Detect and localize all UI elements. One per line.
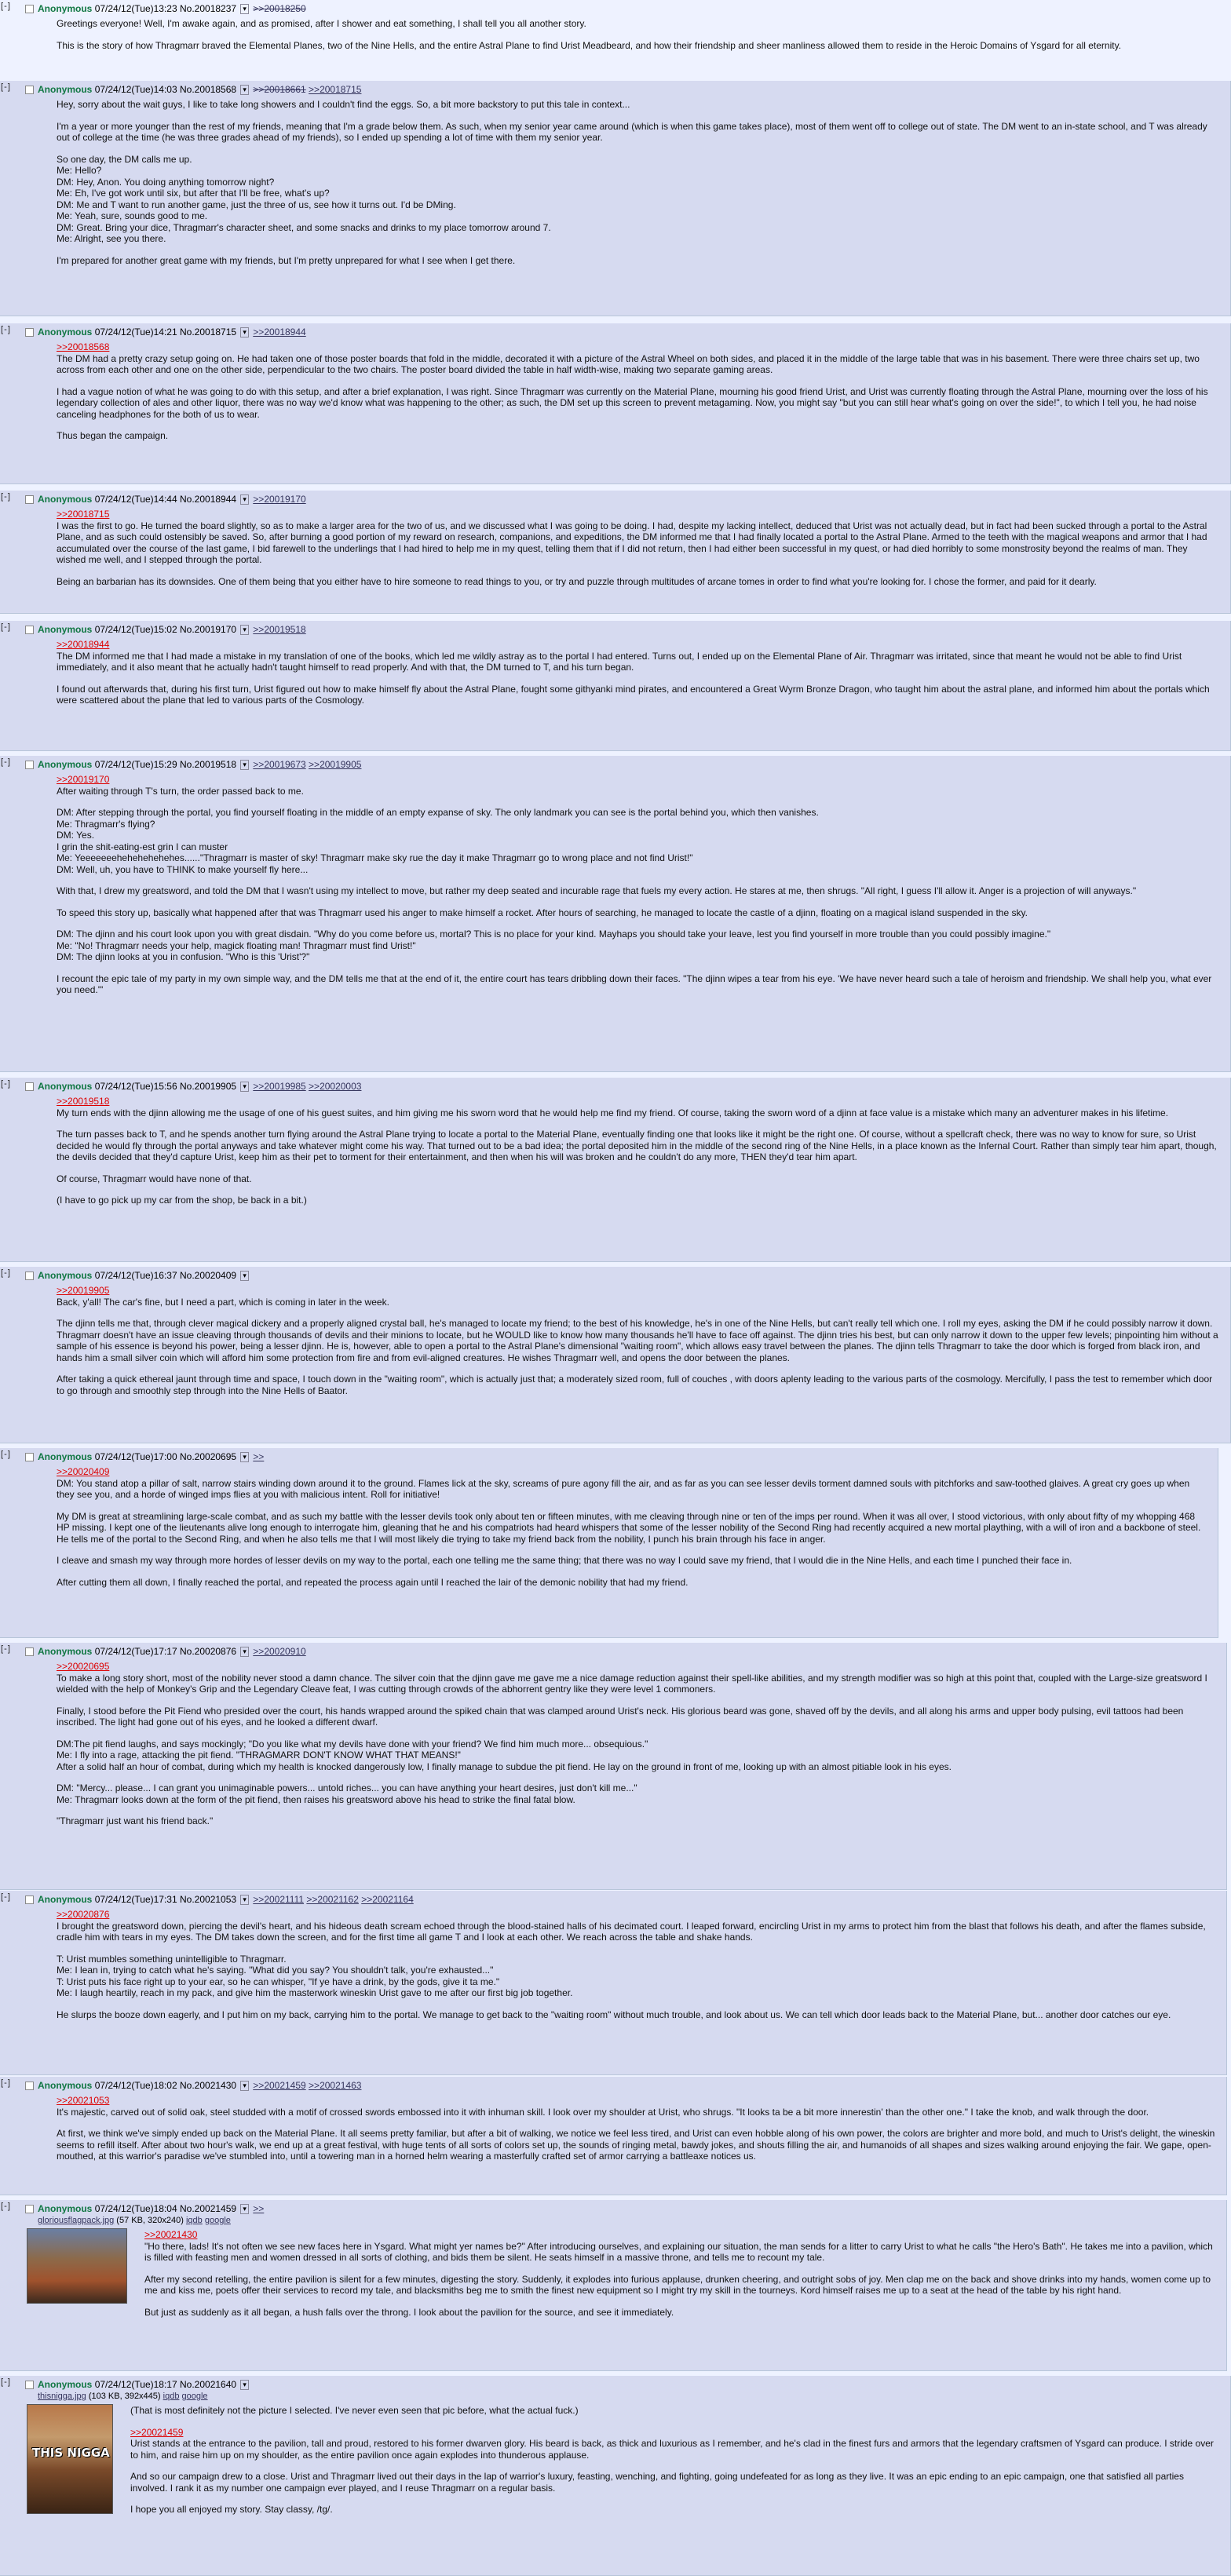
backlink[interactable]: >>20018944 [253,327,306,338]
post-number[interactable]: No.20021430 [180,2080,237,2091]
post-header [11,623,1219,636]
post-header [11,758,1219,771]
post-text: (I have to go pick up my car from the shop, be back in a bit.) [57,1195,307,1206]
paragraph-gap [57,1118,1219,1129]
paragraph-gap [130,2494,1219,2504]
post-datetime: 07/24/12(Tue)15:29 [94,759,177,770]
post-body [57,1096,1219,1206]
post-datetime: 07/24/12(Tue)14:03 [94,84,177,95]
post-text: The DM had a pretty crazy setup going on. He had taken one of those poster boards that fold in the middle, decorated it with a picture of the Astral Wheel on both sides, and placed it in the middle of the large table that was in his basement. There were three chairs set up, two across from each other and one on the other side, perpendicular to the two chairs. The poster board divided the table in half width-wise, making two separate gaming areas. [57,352,1200,375]
paragraph-gap [57,1184,1219,1195]
post-text: At first, we think we've simply ended up back on the Material Plane. It all seems pretty familiar, but after a bit of walking, we notice we feel less tired, and Urist can even hobble along of his own power, the colors are brighter and more bold, and much to Urist's delight, the wineskin seems to refill itself. After about two hour's walk, we end up at a great festival, with huge tents of all sorts of colors set up, the sounds of ringing metal, bawdy jokes, and shouts filling the air, and humanoids of all shapes and sizes walking around enjoying the fair. We gape, open-mouthed, at this warrior's paradise we've stumbled into, until a towering man in a horned helm wearing a masterfully crafted set of armor carrying a battleaxe notices us. [57,2128,1215,2162]
post-datetime: 07/24/12(Tue)17:00 [94,1451,177,1462]
post-checkbox[interactable] [25,2082,34,2090]
post-text: Of course, Thragmarr would have none of that. [57,1173,252,1184]
post-datetime: 07/24/12(Tue)17:17 [94,1646,177,1657]
post-text: Finally, I stood before the Pit Fiend who presided over the court, his hands wrapped around the spiked chain that was clamped around Urist's neck. His glorious beard was gone, shaved off by the devils, and all along his arms and upper body pulsing, evil tattoos had been inscribed. The light had gone out of his eyes, and he looked a different dwarf. [57,1705,1184,1728]
paragraph-gap [144,2297,1215,2307]
post-text: The DM informed me that I had made a mistake in my translation of one of the books, which led me wildly astray as to the portal I had entered. Turns out, I ended up on the Elemental Plane of Air. Thragmarr was irritated, since that meant he would not be able to find Urist immediately, and it also meant that he actually hadn't taught himself to read properly. And with that, the DM turned to T, and his turn began. [57,650,1182,673]
post-5 [0,621,1231,751]
backlink[interactable]: >>20019673 [253,759,306,770]
quote-link[interactable]: >>20020876 [57,1909,110,1920]
post-body [57,18,1220,51]
post-menu-icon[interactable]: ▾ [240,1082,249,1092]
file-search-link[interactable]: iqdb [185,2216,203,2225]
post-text: "Thragmarr just want his friend back." [57,1815,214,1826]
paragraph-gap [57,245,1219,255]
backlink[interactable]: >>20019905 [309,759,362,770]
post-header [11,2202,1215,2215]
post-checkbox[interactable] [25,626,34,634]
post-menu-icon[interactable]: ▾ [240,2380,249,2390]
post-number[interactable]: No.20020409 [180,1270,237,1281]
post-number[interactable]: No.20020876 [180,1646,237,1657]
file-size: (57 KB, 320x240) [116,2216,184,2225]
post-checkbox[interactable] [25,1896,34,1904]
post-text: It's majestic, carved out of solid oak, steel studded with a motif of crossed swords embossed into it with inhuman skill. I look over my shoulder at Urist, who shrugs. "It looks ta be a bit more innerestin' than the other one." I take the knob, and walk through the door. [57,2106,1149,2118]
collapse-toggle[interactable]: [ - ] [1,2377,9,2387]
post-text: Me: I laugh heartily, reach in my pack, and give him the masterwork wineskin Urist gave to me after our first big job together. [57,1987,573,1998]
paragraph-gap [57,797,1219,807]
poster-name: Anonymous [38,2080,93,2091]
post-text: After taking a quick ethereal jaunt through time and space, I touch down in the "waiting room", which is actually just that; a moderately sized room, full of couches , with doors aplenty leading to the various parts of the cosmology. Mercifully, I pass the test to remember which door to go through and smoothly step through into the Nine Hells of Baator. [57,1374,1213,1396]
file-info [38,2215,1215,2226]
paragraph-gap [57,875,1219,885]
post-7 [0,1078,1231,1262]
backlink[interactable]: >>20018250 [253,3,306,14]
collapse-toggle[interactable]: [ - ] [1,757,9,767]
quote-link[interactable]: >>20020409 [57,1466,110,1477]
collapse-toggle[interactable]: [ - ] [1,2202,9,2211]
post-checkbox[interactable] [25,761,34,769]
post-text: I grin the shit-eating-est grin I can muster [57,841,228,852]
paragraph-gap [57,144,1219,154]
file-search-link[interactable]: google [181,2392,208,2401]
poster-name: Anonymous [38,1646,93,1657]
backlink[interactable]: >>20018661 [253,84,306,95]
post-menu-icon[interactable]: ▾ [240,494,249,505]
post-text: Me: Thragmarr looks down at the form of the pit fiend, then raises his greatsword above his head to strike the final fatal blow. [57,1793,575,1805]
post-text: DM: After stepping through the portal, you find yourself floating in the middle of an empty expanse of sky. The only landmark you can see is the portal behind you, which then vanishes. [57,807,819,818]
post-text: Hey, sorry about the wait guys, I like to take long showers and I couldn't find the eggs. So, a bit more backstory to put this tale in context... [57,99,630,110]
quote-link[interactable]: >>20021053 [57,2095,110,2106]
paragraph-gap [57,918,1219,929]
post-11 [0,1891,1227,2075]
collapse-toggle[interactable]: [ - ] [1,2078,9,2088]
paragraph-gap [57,1363,1219,1374]
backlink[interactable]: >>20021459 [253,2080,306,2091]
post-number[interactable]: No.20019518 [180,759,237,770]
post-datetime: 07/24/12(Tue)13:23 [94,3,177,14]
post-checkbox[interactable] [25,2381,34,2389]
post-text: Me: Yeah, sure, sounds good to me. [57,210,208,221]
post-checkbox[interactable] [25,328,34,337]
post-text: I was the first to go. He turned the board slightly, so as to make a larger area for the two of us, and we discussed what I was going to be doing. I had, despite my lacking intellect, deduced that Urist was not actually dead, but in fact had been sucked through a portal to the Astral Plane, and as such could ostensibly be saved. So, after burning a good portion of my reward on research, companions, and expeditions, the DM informed me that I had finally located a portal to the Astral Plane. Armed to the teeth with the magical weapons and armor that I had accumulated over the course of the last game, I bid farewell to the underlings that I had hired to help me in my quest, telling them that if I did not return, then I had either been successful in my quest, or had died horribly to some monstrosity beyond the realms of man. They wished me well, and I stepped through the portal. [57,520,1207,565]
post-body [57,639,1219,706]
paragraph-gap [57,963,1219,973]
post-text: Being an barbarian has its downsides. One of them being that you either have to hire someone to read things to you, or try and puzzle through multitudes of arcane tomes in order to find what you're looking for. I chose the former, and paid for it dearly. [57,575,1097,587]
post-body [130,2405,1219,2516]
post-1 [0,0,1231,75]
post-header [11,1450,1207,1463]
post-text: But just as suddenly as it all began, a hush falls over the throng. I look about the pavilion for the source, and see it immediately. [144,2306,674,2318]
post-4 [0,491,1231,614]
post-text: DM: Me and T want to run another game, just the three of us, see how it turns out. I'd be DMing. [57,199,456,210]
paragraph-gap [144,2264,1215,2274]
post-number[interactable]: No.20019170 [180,624,237,635]
post-text: And so our campaign drew to a close. Urist and Thragmarr lived out their days in the lap of warrior's luxury, feasting, wenching, and fighting, going undefeated for as long as they live. It was an epic ending to an epic campaign, one that satisfied all parties involved. I rank it as my number one campaign ever played, and I reuse Thragmarr on a regular basis. [130,2471,1184,2494]
post-menu-icon[interactable]: ▾ [240,85,249,95]
post-2 [0,81,1231,316]
post-checkbox[interactable] [25,2205,34,2213]
post-text: Me: Alright, see you there. [57,233,166,244]
post-datetime: 07/24/12(Tue)17:31 [94,1894,177,1905]
paragraph-gap [57,376,1219,386]
post-datetime: 07/24/12(Tue)18:17 [94,2379,177,2390]
post-header [11,83,1219,96]
post-header [11,1269,1219,1282]
post-text: I'm a year or more younger than the rest of my friends, meaning that I'm a grade below them. As such, when my senior year came around (which is when this game takes place), most of them went off to college out of state. The DM went to an in-state school, and T was already out of college at the time (he was three grades ahead of my friends), so I ended up spending a lot of time with them my senior year. [57,120,1207,143]
post-text: "Ho there, lads! It's not often we see new faces here in Ysgard. What might yer names be?" After introducing ourselves, and explaining our situation, the man sends for a litter to carry Urist to what he calls "the Hero's Bath". He takes me into a pavilion, which is filled with feasting men and women dressed in all sorts of clothing, and bids them be silent. He seats himself in a massive throne, and tells me to recount my tale. [144,2240,1213,2263]
file-search-link[interactable]: google [204,2216,231,2225]
collapse-toggle[interactable]: [ - ] [1,1268,9,1278]
post-number[interactable]: No.20021459 [180,2203,237,2214]
post-body [57,774,1219,996]
post-header [11,493,1219,505]
backlink[interactable]: >> [253,1451,265,1462]
post-menu-icon[interactable]: ▾ [240,1452,249,1462]
post-number[interactable]: No.20021640 [180,2379,237,2390]
post-checkbox[interactable] [25,1082,34,1091]
post-body [57,1466,1207,1588]
post-12 [0,2077,1227,2195]
post-text: T: Urist mumbles something unintelligible to Thragmarr. [57,1953,287,1965]
post-checkbox[interactable] [25,1272,34,1280]
collapse-toggle[interactable]: [ - ] [1,1644,9,1654]
post-text: (That is most definitely not the picture I selected. I've never even seen that pic before, what the actual fuck.) [130,2405,579,2416]
paragraph-gap [130,2417,1219,2427]
backlink[interactable]: >>20020003 [309,1081,362,1092]
post-menu-icon[interactable]: ▾ [240,1895,249,1905]
post-9 [0,1448,1218,1638]
post-checkbox[interactable] [25,1453,34,1461]
post-menu-icon[interactable]: ▾ [240,2081,249,2091]
post-text: I hope you all enjoyed my story. Stay classy, /tg/. [130,2504,333,2515]
post-number[interactable]: No.20018715 [180,327,237,338]
paragraph-gap [57,2118,1215,2128]
post-body [57,1285,1219,1396]
post-8 [0,1267,1231,1443]
post-header [11,2378,1219,2391]
backlink[interactable]: >>20018715 [309,84,362,95]
post-text: He slurps the booze down eagerly, and I put him on my back, carrying him to the portal. We manage to get back to the "waiting room" without much trouble, and look about us. We can tell which door leads back to the Material Plane, but... another door catches our eye. [57,2009,1171,2020]
post-datetime: 07/24/12(Tue)15:02 [94,624,177,635]
post-body [57,2095,1215,2162]
post-text: Me: Yeeeeeeehehehehehehes......"Thragmarr is master of sky! Thragmarr make sky rue the day it make Thragmarr go to wrong place and not find Urist!" [57,852,693,863]
post-datetime: 07/24/12(Tue)18:02 [94,2080,177,2091]
post-body [57,1909,1215,2020]
post-text: I'm prepared for another great game with my friends, but I'm pretty unprepared for what I see when I get there. [57,254,516,266]
file-size: (103 KB, 392x445) [88,2392,161,2401]
post-text: DM: "Mercy... please... I can grant you unimaginable powers... untold riches... you can have anything your heart desires, just don't kill me..." [57,1782,637,1793]
post-datetime: 07/24/12(Tue)16:37 [94,1270,177,1281]
quote-link[interactable]: >>20021459 [130,2426,184,2438]
file-name-link[interactable]: thisnigga.jpg [38,2392,86,2401]
post-text: Me: "No! Thragmarr needs your help, magick floating man! Thragmarr must find Urist!" [57,940,416,951]
post-14 [0,2376,1231,2576]
image-caption-text: THIS NIGGA [32,2446,110,2460]
poster-name: Anonymous [38,1081,93,1092]
post-text: To make a long story short, most of the nobility never stood a damn chance. The silver coin that the djinn gave me gave me a nice damage reduction against their spell-like abilities, and my strength modifier was so high at this point that, coupled with the Large-size greatsword I wielded with the help of Monkey's Grip and the Legendary Cleave feat, I was cutting through crowds of the abhorrent gentry like they were level 1 commoners. [57,1672,1207,1695]
post-datetime: 07/24/12(Tue)14:44 [94,494,177,505]
post-text: DM: You stand atop a pillar of salt, narrow stairs winding down around it to the ground. Flames lick at the sky, screams of pure agony fill the air, and as far as you can see lesser devils torment damned souls with pitchforks and saw-toothed glaives. A great cry goes up when they see you, and a horde of winged imps flies at you with malicious intent. Roll for initiative! [57,1477,1190,1500]
post-number[interactable]: No.20018237 [180,3,237,14]
poster-name: Anonymous [38,2203,93,2214]
paragraph-gap [57,1308,1219,1318]
quote-link[interactable]: >>20018568 [57,341,110,352]
backlink[interactable]: >>20020910 [253,1646,306,1657]
post-text: This is the story of how Thragmarr braved the Elemental Planes, two of the Nine Hells, and the entire Astral Plane to find Urist Meadbeard, and how their friendship and sheer manliness allowed them to reside in the Heroic Domains of Ysgard for all eternity. [57,39,1122,51]
post-body [57,99,1219,266]
post-header [11,2079,1215,2092]
quote-link[interactable]: >>20019170 [57,774,110,785]
paragraph-gap [57,111,1219,121]
post-text: Me: Eh, I've got work until six, but after that I'll be free, what's up? [57,188,330,199]
post-datetime: 07/24/12(Tue)18:04 [94,2203,177,2214]
quote-link[interactable]: >>20020695 [57,1661,110,1672]
quote-link[interactable]: >>20021430 [144,2229,198,2240]
post-menu-icon[interactable]: ▾ [240,4,249,14]
post-text: DM: The djinn and his court look upon you with great disdain. "Why do you come before us, mortal? This is no place for your kind. Mayhaps you should take your leave, lest you find yourself in more trouble than you could possibly imagine." [57,929,1051,940]
paragraph-gap [57,566,1219,576]
collapse-toggle[interactable]: [ - ] [1,82,9,92]
collapse-toggle[interactable]: [ - ] [1,1079,9,1089]
post-text: The djinn tells me that, through clever magical dickery and a properly aligned crystal ball, he's managed to locate my friend; to the best of his knowledge, he's in one of the Nine Hells, but can't really tell which one. I roll my eyes, asking the DM if he could possibly narrow it down. Thragmarr doesn't have an issue cleaving through thousands of devils and their minions to locate, but he WOULD like to know how many thousands he'll have to face off against. The djinn tries his best, but can only narrow it down to the upper few levels; pinpointing him without a sample of his essence is beyond his power, being a lesser djinn. He is, however, able to open a portal to the Astral Plane's dimensional "waiting room", which allows easy travel between the planes. The djinn tells Thragmarr to take the door which is forged from black iron, and hands him a small silver coin which will afford him some protection from fire and from evil-aligned creatures. He wishes Thragmarr well, and opens the door between the planes. [57,1318,1218,1363]
post-number[interactable]: No.20020695 [180,1451,237,1462]
post-text: DM: Great. Bring your dice, Thragmarr's character sheet, and some snacks and drinks to my place tomorrow around 7. [57,221,551,233]
post-header [11,1080,1219,1093]
collapse-toggle[interactable]: [ - ] [1,622,9,632]
post-menu-icon[interactable]: ▾ [240,1647,249,1657]
paragraph-gap [57,1728,1215,1739]
quote-link[interactable]: >>20018715 [57,509,110,520]
post-body [57,1661,1215,1827]
post-text: I recount the epic tale of my party in my own simple way, and the DM tells me that at the end of it, the entire court has tears dribbling down their faces. "The djinn wipes a tear from his eye. 'We have never heard such a tale of heroism and friendship. We shall help you, what ever you need.'" [57,972,1212,995]
post-text: Urist stands at the entrance to the pavilion, tall and proud, restored to his former dwarven glory. His beard is back, as thick and luxurious as I remember, and he's clad in the finest furs and armors that the legendary craftsmen of Ysgard can produce. I stride over to him, and raise him up on my shoulder, as the entire pavilion once again explodes into thunderous applause. [130,2438,1214,2461]
paragraph-gap [57,1772,1215,1782]
paragraph-gap [57,1999,1215,2009]
poster-name: Anonymous [38,2379,93,2390]
post-3 [0,323,1231,484]
post-body [57,341,1219,442]
post-menu-icon[interactable]: ▾ [240,625,249,635]
paragraph-gap [57,1163,1219,1173]
poster-name: Anonymous [38,1270,93,1281]
collapse-toggle[interactable]: [ - ] [1,1892,9,1902]
backlink[interactable]: >>20021164 [361,1894,414,1905]
poster-name: Anonymous [38,84,93,95]
post-text: Me: Thragmarr's flying? [57,818,155,830]
post-text: My DM is great at streamlining large-scale combat, and as such my battle with the lesser devils took only about ten or fifteen minutes, with me cleaving through nine or ten of the imps per round. When it was all over, I stood victorious, with only about fifty of my whopping 468 HP missing. I kept one of the lieutenants alive long enough to interrogate him, gleaning that he and his compatriots had heard whispers that some of the lesser nobility of the Second Ring had recently acquired a new mortal plaything, with a will of iron and a backbone of steel. He tells me of the portal to the Second Ring, and when he also tells me that I will most likely die trying to take my friend back from the nobility, I punch his brain through his face in anger. [57,1510,1201,1545]
backlink[interactable]: >>20019985 [253,1081,306,1092]
collapse-toggle[interactable]: [ - ] [1,2,9,11]
poster-name: Anonymous [38,494,93,505]
poster-name: Anonymous [38,624,93,635]
post-text: DM: The djinn looks at you in confusion. "Who is this 'Urist'?" [57,951,310,962]
backlink[interactable]: >> [253,2203,265,2214]
backlink[interactable]: >>20021463 [309,2080,362,2091]
collapse-toggle[interactable]: [ - ] [1,1450,9,1459]
post-image-thumbnail[interactable] [27,2404,113,2514]
post-text: The turn passes back to T, and he spends another turn flying around the Astral Plane trying to locate a portal to the Material Plane, eventually finding one that looks like it might be the right one. Of course, without a spellcraft check, there was no way to know for sure, so Urist decided he would fly through the portal anyways and take whatever might come his way. That turned out to be a bad idea; the portal deposited him in the middle of the second ring of the Nine Hells, in a place known as the Infernal Court. Rather than simply tear him apart, though, the devils decided that they'd capture Urist, keep him as their pet to torment for their entertainment, and then when his will was broken and he couldn't do any more, THEN they'd tear him apart. [57,1129,1217,1162]
collapse-toggle[interactable]: [ - ] [1,492,9,502]
post-text: Me: I lean in, trying to catch what he's saying. "What did you say? You shouldn't talk, you're exhausted..." [57,1965,494,1976]
backlink[interactable]: >>20019170 [253,494,306,505]
post-text: After cutting them all down, I finally reached the portal, and repeated the process again until I reached the lair of the demonic nobility that had my friend. [57,1576,689,1588]
collapse-toggle[interactable]: [ - ] [1,325,9,334]
file-name-link[interactable]: gloriousflagpack.jpg [38,2216,115,2225]
post-menu-icon[interactable]: ▾ [240,327,249,338]
post-text: To speed this story up, basically what happened after that was Thragmarr used his anger to make himself a rocket. After hours of searching, he managed to locate the castle of a djinn, floating on a magical island suspended in the sky. [57,907,1028,918]
post-text: I brought the greatsword down, piercing the devil's heart, and his hideous death scream echoed through the blood-stained halls of his decimated court. I leaped forward, encircling Urist in my arms to protect him from the blast that follows his death, and after the flames subside, cradle him with tears in my eyes. The DM takes down the screen, and for the first time all game T and I look at each other. We reach across the table and shake hands. [57,1920,1206,1943]
post-number[interactable]: No.20018944 [180,494,237,505]
paragraph-gap [57,1943,1215,1954]
post-text: After my second retelling, the entire pavilion is silent for a few minutes, digesting the story. Suddenly, it explodes into furious applause, drunken cheering, and outright sobs of joy. Men clap me on the back and shove drinks into my hands, women come up to me and kiss me, poets offer their services to record my tale, and blacksmiths beg me to smith the finest new equipment so I might try my skill in the tourneys. Kord himself raises me up to a seat at the head of the table by his right hand. [144,2273,1211,2296]
post-13 [0,2200,1227,2371]
paragraph-gap [57,30,1220,40]
paragraph-gap [57,1545,1207,1555]
post-text: My turn ends with the djinn allowing me the usage of one of his guest suites, and him giving me his sworn word that he would help me find my friend. Of course, taking the sworn word of a djinn at face value is a mistake which many an adventurer makes in his lifetime. [57,1107,1169,1118]
backlink[interactable]: >>20021162 [306,1894,359,1905]
poster-name: Anonymous [38,1894,93,1905]
backlink[interactable]: >>20019518 [253,624,306,635]
paragraph-gap [57,1567,1207,1577]
quote-link[interactable]: >>20018944 [57,639,110,650]
post-6 [0,756,1231,1072]
post-text: DM:The pit fiend laughs, and says mockingly; "Do you like what my devils have done with your friend? We find him much more... obsequious." [57,1738,648,1750]
post-checkbox[interactable] [25,495,34,504]
post-menu-icon[interactable]: ▾ [240,760,249,770]
post-text: Me: I fly into a rage, attacking the pit fiend. "THRAGMARR DON'T KNOW WHAT THAT MEANS!" [57,1750,461,1761]
poster-name: Anonymous [38,1451,93,1462]
file-search-link[interactable]: iqdb [163,2392,180,2401]
quote-link[interactable]: >>20019518 [57,1096,110,1107]
post-number[interactable]: No.20019905 [180,1081,237,1092]
post-text: T: Urist puts his face right up to your ear, so he can whisper, "If ye have a drink, by the gods, give it ta me." [57,1976,500,1987]
post-menu-icon[interactable]: ▾ [240,1271,249,1281]
paragraph-gap [57,1501,1207,1511]
post-checkbox[interactable] [25,1647,34,1656]
paragraph-gap [130,2461,1219,2471]
post-text: I found out afterwards that, during his first turn, Urist figured out how to make himself fly about the Astral Plane, fought some githyanki mind pirates, and encountered a Great Wyrm Bronze Dragon, who taught him about the astral plane, and informed him about the portals which were scattered about the plane that led to various parts of the Cosmology. [57,683,1210,706]
poster-name: Anonymous [38,3,93,14]
post-text: DM: Hey, Anon. You doing anything tomorrow night? [57,176,275,188]
quote-link[interactable]: >>20019905 [57,1285,110,1296]
post-checkbox[interactable] [25,5,34,13]
post-10 [0,1643,1227,1890]
post-text: Thus began the campaign. [57,430,169,441]
post-checkbox[interactable] [25,86,34,94]
post-text: I cleave and smash my way through more hordes of lesser devils on my way to the portal, each one telling me the same thing; that there was no way I could save my friend, that I would die in the Nine Hells, and each time I punched their face in. [57,1555,1072,1566]
file-info [38,2391,1219,2402]
post-text: Me: Hello? [57,165,102,176]
paragraph-gap [57,897,1219,907]
post-number[interactable]: No.20018568 [180,84,237,95]
post-text: So one day, the DM calls me up. [57,153,192,165]
post-body [57,509,1219,587]
paragraph-gap [57,1805,1215,1815]
paragraph-gap [57,1695,1215,1706]
post-text: I had a vague notion of what he was going to do with this setup, and after a brief explanation, I was right. Since Thragmarr was currently on the Material Plane, mourning his good friend Urist, and Urist was currently floating through the Astral Plane, mourning over the loss of his legendary collection of ales and other liquor, there was no way we'd know what was happening to the other; as such, the DM set up this screen to prevent metagaming. Now, you might say "but you can still hear what's going on over the side!", to which I tell you, he had noise canceling headphones for the both of us to wear. [57,385,1208,420]
post-menu-icon[interactable]: ▾ [240,2204,249,2214]
post-text: After a solid half an hour of combat, during which my health is knocked dangerously low, I finally manage to subdue the pit fiend. He lay on the ground in front of me, looking up with an almost pitiable look in his eyes. [57,1761,952,1772]
post-header [11,1645,1215,1658]
poster-name: Anonymous [38,759,93,770]
post-text: After waiting through T's turn, the order passed back to me. [57,785,304,797]
post-text: With that, I drew my greatsword, and told the DM that I wasn't using my intellect to move, but rather my deep seated and incurable rage that fuels my every action. He stares at me, then shrugs. "All right, I guess I'll allow it. Anger is a projection of will anyways." [57,885,1137,896]
poster-name: Anonymous [38,327,93,338]
paragraph-gap [57,673,1219,684]
post-text: DM: Well, uh, you have to THINK to make yourself fly here... [57,863,309,875]
backlink[interactable]: >>20021111 [253,1894,305,1905]
post-datetime: 07/24/12(Tue)15:56 [94,1081,177,1092]
post-text: DM: Yes. [57,830,95,841]
post-body [144,2229,1215,2318]
post-datetime: 07/24/12(Tue)14:21 [94,327,177,338]
post-header [11,1893,1215,1906]
post-header [11,326,1219,338]
paragraph-gap [57,420,1219,430]
post-text: Greetings everyone! Well, I'm awake again, and as promised, after I shower and eat something, I shall tell you all another story. [57,18,586,29]
post-image-thumbnail[interactable] [27,2228,127,2304]
post-text: Back, y'all! The car's fine, but I need a part, which is coming in later in the week. [57,1296,389,1308]
post-number[interactable]: No.20021053 [180,1894,237,1905]
post-header [11,2,1220,15]
